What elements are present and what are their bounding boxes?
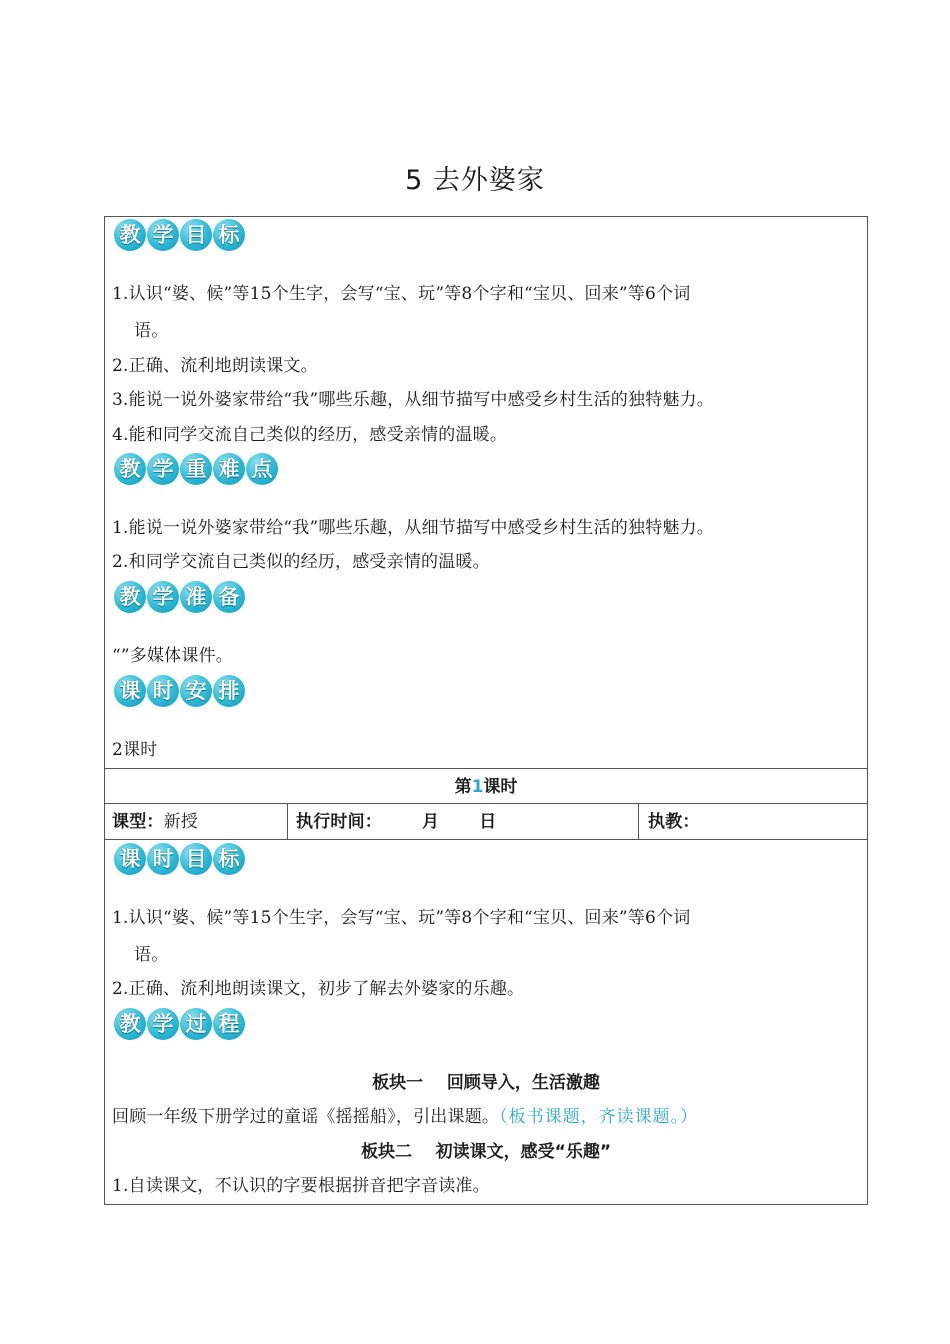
objective-item: 4.能和同学交流自己类似的经历，感受亲情的温暖。 — [112, 425, 508, 445]
preparation-badge: 教 学 准 备 — [114, 581, 245, 613]
block1-title: 板块一 回顾导入，生活激趣 — [372, 1073, 600, 1093]
lesson-type-value: 新授 — [163, 812, 199, 832]
process-badge: 教 学 过 程 — [114, 1008, 245, 1040]
objective-item: 1.认识“婆、候”等15个生字，会写“宝、玩”等8个字和“宝贝、回来”等6个词 — [112, 284, 691, 304]
lesson-goals-badge: 课 时 目 标 — [114, 843, 245, 875]
month-label: 月 — [422, 812, 440, 832]
cell-divider-2 — [638, 803, 639, 839]
schedule-text: 2课时 — [112, 740, 158, 760]
lesson-type-label: 课型： — [112, 812, 164, 832]
block2-title: 板块二 初读课文，感受“乐趣” — [360, 1142, 612, 1162]
lesson-number: 1 — [471, 777, 484, 797]
divider-lesson-meta — [104, 803, 868, 804]
key-point-item: 2.和同学交流自己类似的经历，感受亲情的温暖。 — [112, 552, 490, 572]
preparation-text: “”多媒体课件。 — [112, 646, 233, 666]
divider-lesson-header — [104, 768, 868, 769]
execution-time-cell — [296, 807, 496, 832]
teacher-label: 执教： — [648, 812, 700, 832]
objective-item: 2.正确、流利地朗读课文。 — [112, 356, 318, 376]
cell-divider-1 — [287, 803, 288, 839]
lesson-goal-item: 2.正确、流利地朗读课文，初步了解去外婆家的乐趣。 — [112, 979, 525, 999]
lesson-goal-item: 1.认识“婆、候”等15个生字，会写“宝、玩”等8个字和“宝贝、回来”等6个词 — [112, 908, 691, 928]
day-label: 日 — [479, 812, 497, 832]
divider-lesson-body — [104, 839, 868, 840]
objective-item-continued: 语。 — [134, 321, 169, 341]
lesson-type-cell — [112, 807, 198, 832]
objectives-badge: 教 学 目 标 — [114, 219, 245, 251]
page-title: 5 去外婆家 — [405, 165, 545, 196]
lesson-header: 第1课时 — [454, 777, 518, 797]
objective-item: 3.能说一说外婆家带给“我”哪些乐趣，从细节描写中感受乡村生活的独特魅力。 — [112, 390, 714, 410]
schedule-badge: 课 时 安 排 — [114, 675, 245, 707]
teacher-cell — [648, 807, 700, 832]
block1-note: （板书课题，齐读课题。） — [499, 1107, 699, 1127]
block1-text: 回顾一年级下册学过的童谣《摇摇船》，引出课题。（板书课题，齐读课题。） — [112, 1107, 699, 1127]
execution-time-label: 执行时间： — [296, 812, 382, 832]
key-point-item: 1.能说一说外婆家带给“我”哪些乐趣，从细节描写中感受乡村生活的独特魅力。 — [112, 518, 714, 538]
block2-item: 1.自读课文，不认识的字要根据拼音把字音读准。 — [112, 1176, 490, 1196]
lesson-goal-item-continued: 语。 — [134, 945, 169, 965]
key-points-badge: 教 学 重 难 点 — [114, 453, 278, 485]
